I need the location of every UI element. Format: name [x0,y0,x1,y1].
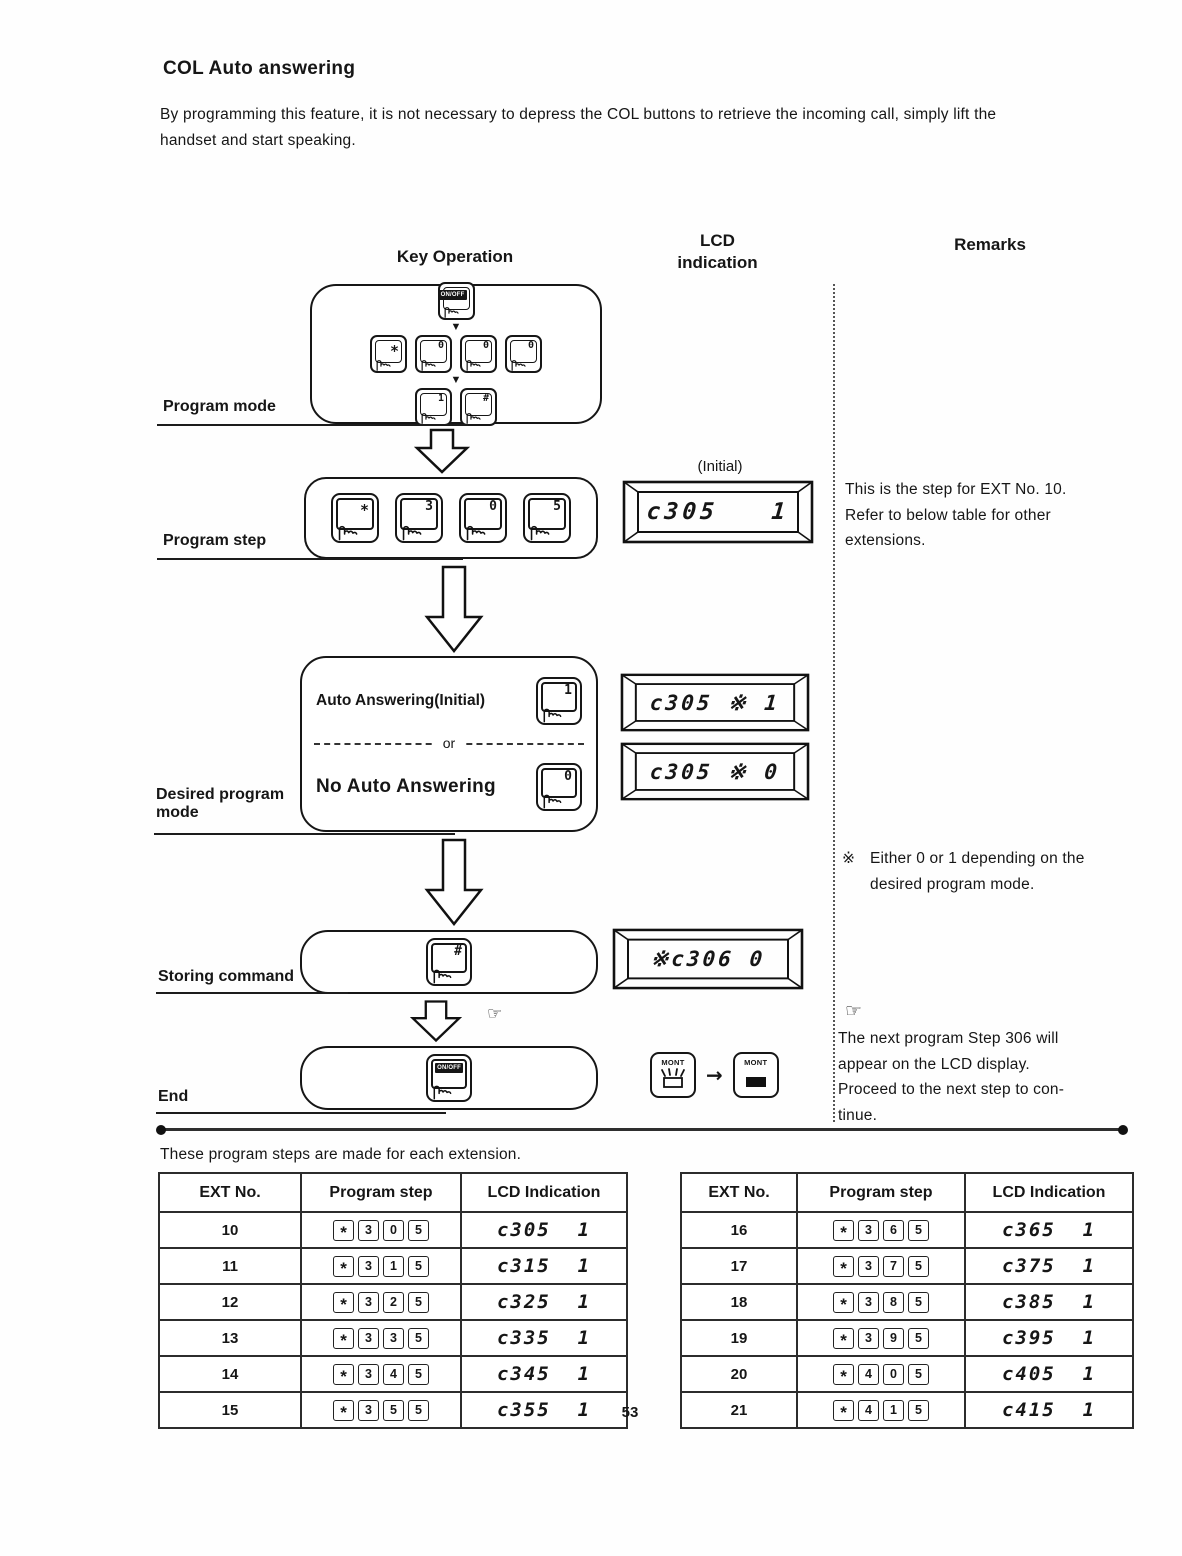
remark-either: Either 0 or 1 depending on the desired program mode. [870,850,1085,893]
table-row [159,1212,627,1248]
keycap-4: 4 [858,1364,879,1385]
page-title: COL Auto answering [163,58,356,79]
keycap-5: 5 [908,1400,929,1421]
separator-bullet [156,1125,166,1135]
keycap-5: 5 [908,1364,929,1385]
key-icon-1: 1 [415,388,452,426]
keycap-5: 5 [408,1292,429,1313]
separator-bullet [1118,1125,1128,1135]
keycap-4: 4 [383,1364,404,1385]
lcd-indication-cell: c345 1 [461,1356,627,1392]
key-icon-0: 0 [415,335,452,373]
keycap-*: * [833,1364,854,1385]
table-row [681,1356,1133,1392]
keycap-*: * [833,1292,854,1313]
table-row [159,1284,627,1320]
keycap-*: * [833,1256,854,1277]
keycap-5: 5 [908,1292,929,1313]
keycap-3: 3 [858,1220,879,1241]
lcd-display-step [622,480,814,544]
keycap-*: * [333,1256,354,1277]
program-step-cell [301,1212,461,1248]
lcd-indication-cell: c355 1 [461,1392,627,1428]
down-arrow-icon: ▼ [450,321,462,333]
program-step-cell [797,1248,965,1284]
table-row [159,1320,627,1356]
page-number: 53 [621,1404,639,1421]
lcd-indication-cell: c375 1 [965,1248,1133,1284]
key-icon-#: # [426,938,472,986]
label-storing-command: Storing command [158,968,295,985]
lcd-display-auto-off [620,742,810,801]
keycap-1: 1 [383,1256,404,1277]
key-icon-0: 0 [505,335,542,373]
table-row [681,1212,1133,1248]
underline [156,992,348,994]
lcd-text: c305 ※ 0 [648,759,782,784]
keycap-4: 4 [858,1400,879,1421]
ext-no-cell: 19 [681,1320,797,1356]
keycap-5: 5 [908,1220,929,1241]
keycap-5: 5 [408,1256,429,1277]
lcd-indication-cell: c305 1 [461,1212,627,1248]
lcd-text: ※c306 0 [649,947,767,971]
keycap-5: 5 [408,1364,429,1385]
key-icon-0: 0 [536,763,582,811]
down-arrow-icon: ▼ [450,374,462,386]
lcd-text: c305 1 [645,499,791,525]
program-step-cell [301,1356,461,1392]
table-row [159,1356,627,1392]
mont-indicator-group [650,1052,779,1098]
ext-no-cell: 16 [681,1212,797,1248]
program-mode-key-onoff [438,282,475,320]
extension-table-left [158,1172,628,1429]
table-row [681,1284,1133,1320]
lcd-display-auto-on [620,673,810,732]
section-separator [158,1128,1126,1131]
ext-no-cell: 10 [159,1212,301,1248]
table-row [681,1392,1133,1428]
keycap-3: 3 [358,1256,379,1277]
keycap-1: 1 [883,1400,904,1421]
program-step-cell [301,1248,461,1284]
program-mode-keys-row2 [370,335,542,373]
program-mode-keys-row3 [415,388,497,426]
lcd-indication-cell: c395 1 [965,1320,1133,1356]
key-0 [536,763,582,811]
lcd-indication-cell: c335 1 [461,1320,627,1356]
flow-down-arrow [410,998,462,1044]
ext-no-cell: 13 [159,1320,301,1356]
label-desired-program-mode: Desired program mode [156,786,285,821]
mont-indicator-on: MONT [733,1052,779,1098]
lcd-indication-cell: c415 1 [965,1392,1133,1428]
key-icon-0: 0 [460,335,497,373]
keycap-*: * [833,1400,854,1421]
table-caption: These program steps are made for each extension. [160,1146,522,1163]
pointing-hand-icon: ☞ [845,1000,863,1022]
ext-no-cell: 20 [681,1356,797,1392]
keycap-0: 0 [383,1220,404,1241]
column-header-remarks: Remarks [954,235,1026,254]
keycap-3: 3 [358,1328,379,1349]
table-header-row [681,1173,1133,1212]
keycap-*: * [333,1220,354,1241]
key-1 [536,677,582,725]
keycap-3: 3 [858,1256,879,1277]
keycap-7: 7 [883,1256,904,1277]
flow-down-arrow [424,565,484,653]
keycap-*: * [333,1328,354,1349]
flow-down-arrow [414,428,470,474]
keycap-5: 5 [383,1400,404,1421]
keycap-0: 0 [883,1364,904,1385]
keycap-5: 5 [908,1256,929,1277]
keycap-3: 3 [358,1220,379,1241]
key-icon-*: * [370,335,407,373]
arrow-right-icon: → [706,1063,723,1087]
underline [157,424,468,426]
keycap-*: * [333,1364,354,1385]
keycap-8: 8 [883,1292,904,1313]
program-step-cell [797,1212,965,1248]
lcd-display-store [612,928,804,990]
header-program-step: Program step [797,1173,965,1212]
header-program-step: Program step [301,1173,461,1212]
keycap-3: 3 [383,1328,404,1349]
lcd-text: c305 ※ 1 [648,690,782,715]
option-no-auto-answering: No Auto Answering 0 [302,745,596,829]
key-icon-3: 3 [395,493,443,543]
ext-no-cell: 17 [681,1248,797,1284]
label-end: End [158,1088,189,1105]
key-icon-#: # [460,388,497,426]
ext-no-cell: 11 [159,1248,301,1284]
intro-line-1: By programming this feature, it is not necessary to depress the COL buttons to retrieve the incoming call, simply lift the [160,106,997,123]
program-step-cell [797,1356,965,1392]
program-step-box [304,477,598,559]
key-icon-5: 5 [523,493,571,543]
header-lcd-indication: LCD Indication [965,1173,1133,1212]
keycap-3: 3 [358,1400,379,1421]
program-step-cell [301,1284,461,1320]
keycap-*: * [333,1400,354,1421]
underline [154,833,455,835]
label-program-mode: Program mode [163,398,276,415]
remark-step: This is the step for EXT No. 10. Refer to below table for other extensions. [845,481,1067,549]
ext-no-cell: 18 [681,1284,797,1320]
mont-indicator-blinking: MONT [650,1052,696,1098]
keycap-5: 5 [408,1328,429,1349]
key-icon-*: * [331,493,379,543]
ext-no-cell: 15 [159,1392,301,1428]
keycap-*: * [833,1220,854,1241]
lcd-indication-cell: c385 1 [965,1284,1133,1320]
ext-no-cell: 21 [681,1392,797,1428]
header-ext-no: EXT No. [681,1173,797,1212]
lcd-indication-cell: c405 1 [965,1356,1133,1392]
extension-table-right [680,1172,1134,1429]
label-program-step: Program step [163,532,267,549]
keycap-*: * [333,1292,354,1313]
remark-next-step: The next program Step 306 will appear on the LCD display. Proceed to the next step to con- tinue. [838,1030,1065,1124]
onoff-key-icon: ON/OFF [438,282,475,320]
keycap-3: 3 [858,1292,879,1313]
table-row [681,1248,1133,1284]
table-header-row [159,1173,627,1212]
lcd-indication-cell: c325 1 [461,1284,627,1320]
program-step-cell [301,1392,461,1428]
header-ext-no: EXT No. [159,1173,301,1212]
column-divider [833,284,835,1122]
desired-program-mode-box [300,656,598,832]
blinking-lamp-icon [656,1067,690,1091]
keycap-5: 5 [408,1220,429,1241]
keycap-3: 3 [358,1292,379,1313]
or-divider: or [314,743,584,745]
keycap-5: 5 [908,1328,929,1349]
header-lcd-indication: LCD Indication [461,1173,627,1212]
column-header-key-operation: Key Operation [396,247,514,266]
keycap-3: 3 [858,1328,879,1349]
program-mode-box [310,284,602,424]
underline [156,1112,446,1114]
table-row [681,1320,1133,1356]
lcd-caption-initial: (Initial) [697,458,743,475]
solid-lamp-icon [739,1067,773,1091]
keycap-3: 3 [358,1364,379,1385]
onoff-key-icon: ON/OFF [426,1054,472,1102]
keycap-2: 2 [383,1292,404,1313]
underline [157,558,463,560]
end-box [300,1046,598,1110]
key-icon-0: 0 [459,493,507,543]
keycap-5: 5 [408,1400,429,1421]
program-step-cell [301,1320,461,1356]
key-icon-1: 1 [536,677,582,725]
keycap-9: 9 [883,1328,904,1349]
reference-mark: ※ [842,850,856,867]
intro-line-2: handset and start speaking. [160,132,356,149]
flow-down-arrow [424,838,484,926]
keycap-*: * [833,1328,854,1349]
ext-no-cell: 12 [159,1284,301,1320]
table-row [159,1248,627,1284]
column-header-lcd-indication: LCD indication [677,231,758,272]
pointing-hand-icon: ☞ [487,1004,503,1024]
storing-command-box [300,930,598,994]
program-step-cell [797,1284,965,1320]
option-auto-answering: Auto Answering(Initial) 1 [302,659,596,743]
program-step-cell [797,1392,965,1428]
lcd-indication-cell: c315 1 [461,1248,627,1284]
lcd-indication-cell: c365 1 [965,1212,1133,1248]
ext-no-cell: 14 [159,1356,301,1392]
program-step-cell [797,1320,965,1356]
keycap-6: 6 [883,1220,904,1241]
